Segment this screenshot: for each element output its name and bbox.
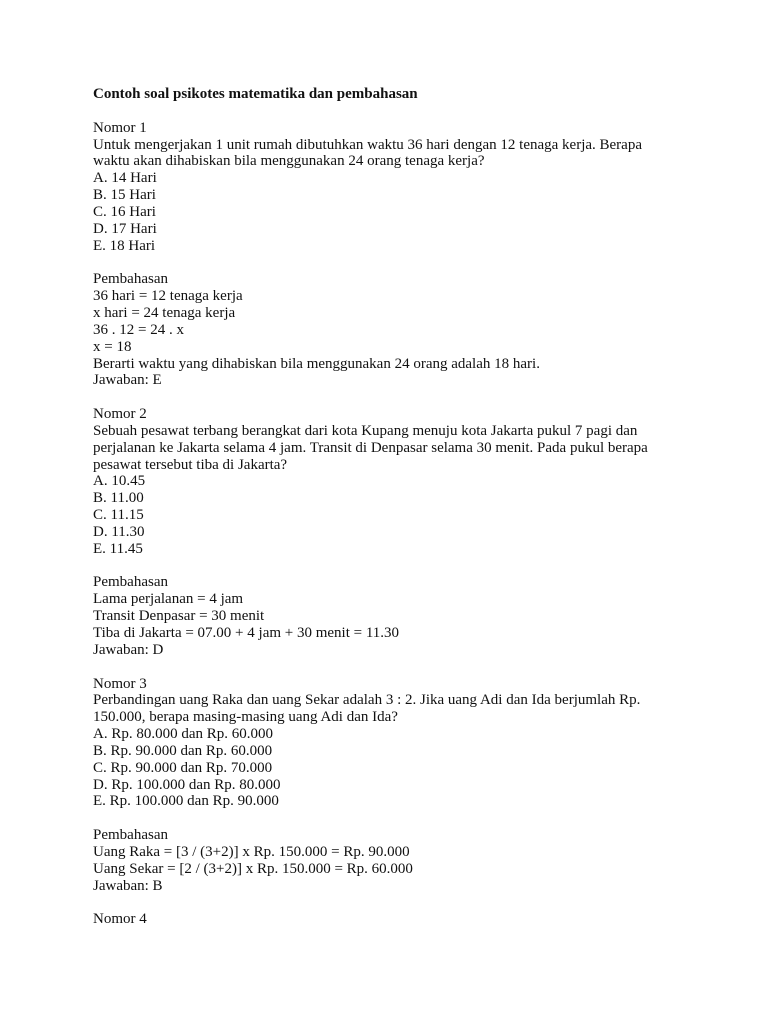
explanation-heading: Pembahasan xyxy=(93,574,168,591)
question-text-line: waktu akan dihabiskan bila menggunakan 24 orang tenaga kerja? xyxy=(93,153,485,170)
question-text-line: perjalanan ke Jakarta selama 4 jam. Transit di Denpasar selama 30 menit. Pada pukul berapa xyxy=(93,439,648,456)
question-section-4 xyxy=(93,911,693,928)
answer-option: D. 17 Hari xyxy=(93,220,157,237)
answer-option: B. 11.00 xyxy=(93,490,144,507)
answer-option: C. Rp. 90.000 dan Rp. 70.000 xyxy=(93,759,273,776)
answer-option: E. Rp. 100.000 dan Rp. 90.000 xyxy=(93,793,279,810)
answer-key: Jawaban: D xyxy=(93,641,164,658)
explanation-line: x = 18 xyxy=(93,338,132,355)
question-section-1 xyxy=(93,120,693,390)
question-text-line: 150.000, berapa masing-masing uang Adi dan Ida? xyxy=(93,709,398,726)
explanation-line: x hari = 24 tenaga kerja xyxy=(93,304,236,321)
answer-option: A. 10.45 xyxy=(93,473,146,490)
explanation-line: 36 hari = 12 tenaga kerja xyxy=(93,288,243,305)
document-page xyxy=(93,86,693,928)
answer-option: A. Rp. 80.000 dan Rp. 60.000 xyxy=(93,726,273,743)
explanation-line: Tiba di Jakarta = 07.00 + 4 jam + 30 menit = 11.30 xyxy=(93,625,400,641)
question-text-line: Perbandingan uang Raka dan uang Sekar adalah 3 : 2. Jika uang Adi dan Ida berjumlah Rp. xyxy=(93,692,641,709)
explanation-heading: Pembahasan xyxy=(93,827,168,844)
question-text-line: pesawat tersebut tiba di Jakarta? xyxy=(93,456,288,473)
answer-option: A. 14 Hari xyxy=(93,170,157,187)
question-section-3 xyxy=(93,676,693,895)
answer-option: B. Rp. 90.000 dan Rp. 60.000 xyxy=(93,742,273,759)
document-title: Contoh soal psikotes matematika dan pembahasan xyxy=(93,86,418,102)
blank-line xyxy=(93,558,693,575)
explanation-line: Transit Denpasar = 30 menit xyxy=(93,608,265,625)
answer-option: E. 11.45 xyxy=(93,540,143,557)
blank-line xyxy=(93,254,693,271)
question-heading: Nomor 3 xyxy=(93,675,147,692)
question-text-line: Untuk mengerjakan 1 unit rumah dibutuhkan waktu 36 hari dengan 12 tenaga kerja. Berapa xyxy=(93,136,642,153)
explanation-line: Uang Sekar = [2 / (3+2)] x Rp. 150.000 = Rp. 60.000 xyxy=(93,860,413,877)
answer-option: D. Rp. 100.000 dan Rp. 80.000 xyxy=(93,776,281,793)
answer-option: C. 11.15 xyxy=(93,507,144,524)
blank-line xyxy=(93,659,693,676)
answer-option: D. 11.30 xyxy=(93,523,145,540)
answer-key: Jawaban: B xyxy=(93,877,163,894)
answer-option: E. 18 Hari xyxy=(93,237,156,254)
question-heading: Nomor 1 xyxy=(93,119,147,136)
answer-option: C. 16 Hari xyxy=(93,203,156,220)
blank-line xyxy=(93,103,693,120)
blank-line xyxy=(93,810,693,827)
answer-key: Jawaban: E xyxy=(93,372,162,389)
explanation-line: Lama perjalanan = 4 jam xyxy=(93,591,244,608)
explanation-line: 36 . 12 = 24 . x xyxy=(93,321,184,338)
question-heading: Nomor 2 xyxy=(93,406,147,423)
question-text-line: Sebuah pesawat terbang berangkat dari kota Kupang menuju kota Jakarta pukul 7 pagi dan xyxy=(93,422,638,439)
blank-line xyxy=(93,895,693,912)
question-section-2 xyxy=(93,406,693,659)
explanation-line: Berarti waktu yang dihabiskan bila menggunakan 24 orang adalah 18 hari. xyxy=(93,355,540,372)
explanation-line: Uang Raka = [3 / (3+2)] x Rp. 150.000 = Rp. 90.000 xyxy=(93,843,410,860)
question-heading: Nomor 4 xyxy=(93,911,147,928)
explanation-heading: Pembahasan xyxy=(93,271,168,288)
answer-option: B. 15 Hari xyxy=(93,187,156,204)
blank-line xyxy=(93,389,693,406)
